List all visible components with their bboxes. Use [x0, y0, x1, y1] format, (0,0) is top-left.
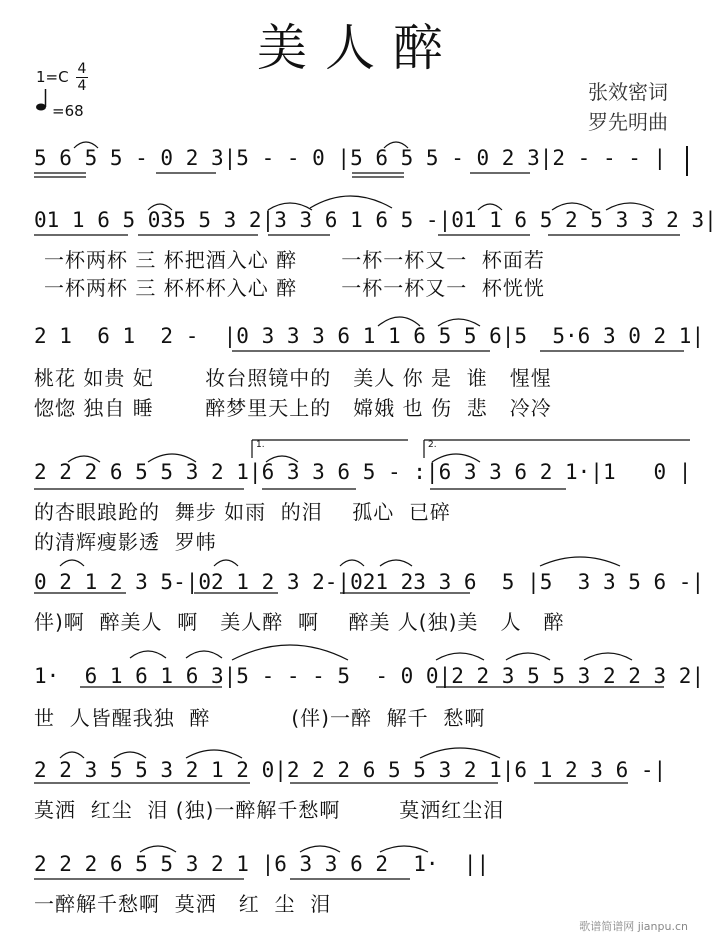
- score-row-1-notes: 5 6 5 5 - 0 2 3|5 - - 0 |5 6 5 5 - 0 2 3|2 - - - |: [34, 146, 667, 170]
- row-7-lyrics: 莫洒 红尘 泪 (独)一醉解千愁啊 莫洒红尘泪: [34, 798, 505, 822]
- score-row-7-notes: 2 2 3 5 5 3 2 1 2 0|2 2 2 6 5 5 3 2 1|6 1 2 3 6 -|: [34, 758, 667, 782]
- row-5-lyrics: 伴)啊 醉美人 啊 美人醉 啊 醉美 人(独)美 人 醉: [34, 610, 565, 634]
- tempo-marking: =68: [52, 102, 84, 120]
- row-3-lyrics-verse-2: 惚惚 独自 睡 醉梦里天上的 嫦娥 也 伤 悲 冷冷: [34, 396, 552, 420]
- row-3-lyrics-verse-1: 桃花 如贵 妃 妆台照镜中的 美人 你 是 谁 惺惺: [34, 366, 552, 390]
- score-row-6-notes: 1· 6 1 6 1 6 3|5 - - - 5 - 0 0|2 2 3 5 5 3 2 2 3 2|: [34, 664, 705, 688]
- site-watermark: 歌谱简谱网 jianpu.cn: [579, 920, 688, 933]
- row-4-lyrics-verse-1: 的杏眼踉跄的 舞步 如雨 的泪 孤心 已碎: [34, 500, 451, 524]
- row-1-end-barline: [686, 146, 688, 176]
- volta-1-label: 1.: [256, 440, 265, 450]
- song-title: 美人醉: [257, 19, 461, 77]
- score-row-2-notes: 01 1 6 5 035 5 3 2|3 3 6 1 6 5 -|01 1 6 5 2 5 3 3 2 3|: [34, 208, 717, 232]
- row-6-lyrics: 世 人皆醒我独 醉 (伴)一醉 解千 愁啊: [34, 706, 486, 730]
- score-row-5-notes: 0 2 1 2 3 5-|02 1 2 3 2-|021 23 3 6 5 |5 3 3 5 6 -|: [34, 570, 705, 594]
- time-denominator: 4: [77, 78, 87, 94]
- lyricist-credit: 张效密词: [588, 80, 668, 104]
- score-row-4-notes: 2 2 2 6 5 5 3 2 1|6 3 3 6 5 - :|6 3 3 6 2 1·|1 0 |: [34, 460, 692, 484]
- key-signature: 1=C: [36, 68, 69, 86]
- row-2-lyrics-verse-1: 一杯两杯 三 杯把酒入心 醉 一杯一杯又一 杯面若: [44, 248, 545, 272]
- composer-credit: 罗先明曲: [588, 110, 668, 134]
- volta-2-label: 2.: [428, 440, 437, 450]
- score-row-3-notes: 2 1 6 1 2 - |0 3 3 3 6 1 1 6 5 5 6|5 5·6 3 0 2 1|: [34, 324, 705, 348]
- row-2-lyrics-verse-2: 一杯两杯 三 杯杯杯入心 醉 一杯一杯又一 杯恍恍: [44, 276, 545, 300]
- row-8-lyrics: 一醉解千愁啊 莫洒 红 尘 泪: [34, 892, 332, 916]
- row-4-lyrics-verse-2: 的清辉瘦影透 罗帏: [34, 530, 217, 554]
- time-numerator: 4: [77, 61, 87, 77]
- score-row-8-notes: 2 2 2 6 5 5 3 2 1 |6 3 3 6 2 1· ||: [34, 852, 490, 876]
